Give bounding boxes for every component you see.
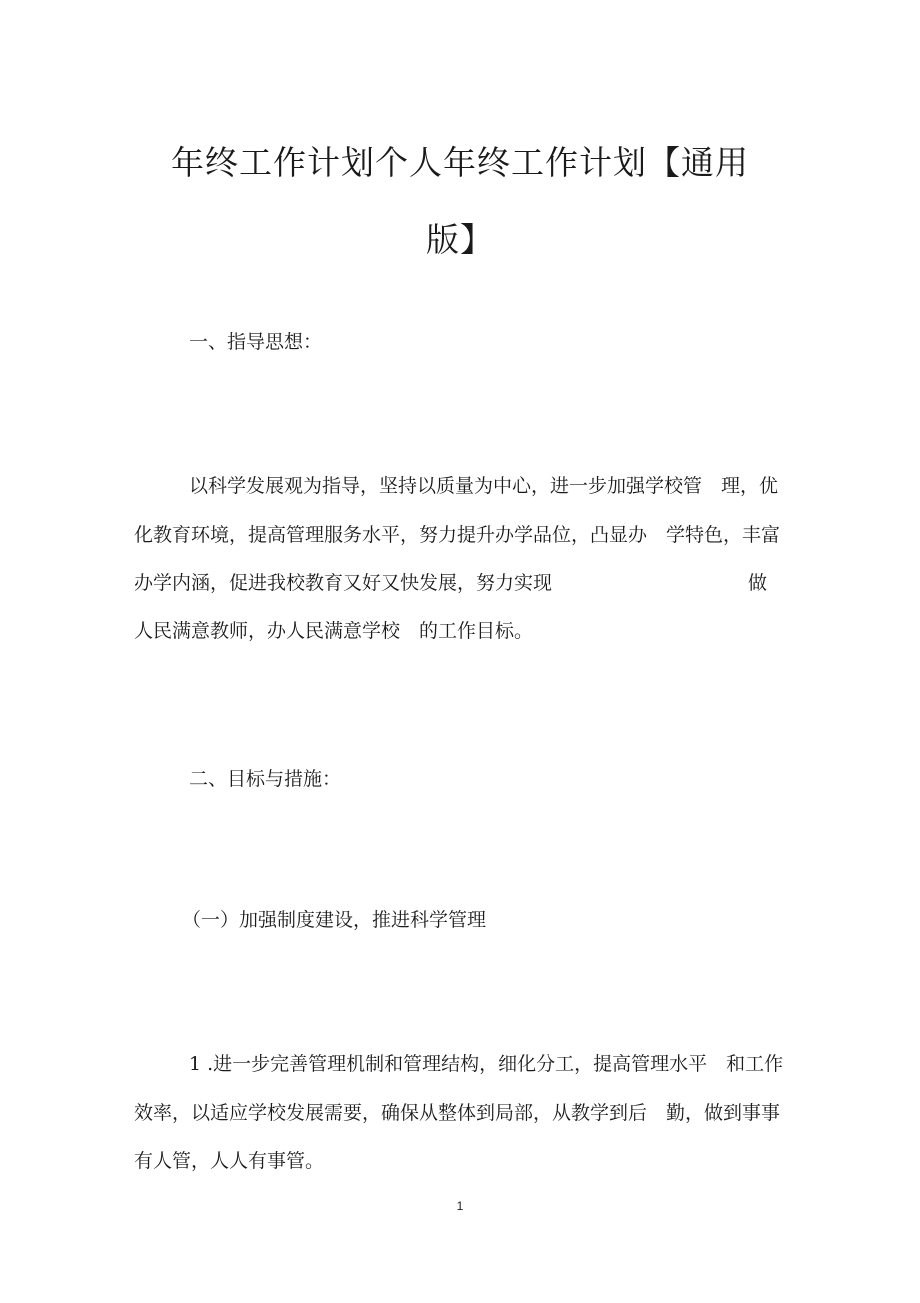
- document-title-line-1: 年终工作计划个人年终工作计划【通用: [171, 143, 749, 182]
- paragraph-line: 效率，以适应学校发展需要，确保从整体到局部，从教学到后 勤，做到事事: [134, 1102, 781, 1124]
- section-heading-guiding-ideology: 一、指导思想：: [189, 331, 323, 353]
- paragraph-line: 以科学发展观为指导，坚持以质量为中心，进一步加强学校管 理，优: [189, 475, 779, 497]
- paragraph-line-fragment: 做: [748, 572, 768, 594]
- document-title-line-2: 版】: [426, 220, 494, 259]
- paragraph-line: 1 .进一步完善管理机制和管理结构，细化分工，提高管理水平 和工作: [189, 1053, 784, 1075]
- paragraph-line: 有人管，人人有事管。: [134, 1150, 325, 1172]
- page-number: 1: [456, 1199, 464, 1213]
- subsection-heading-system-building: （一）加强制度建设，推进科学管理: [182, 909, 487, 931]
- paragraph-line: 人民满意教师，办人民满意学校 的工作目标。: [134, 620, 534, 642]
- section-heading-goals-measures: 二、目标与措施：: [189, 768, 342, 790]
- paragraph-line: 化教育环境，提高管理服务水平，努力提升办学品位，凸显办 学特色，丰富: [134, 524, 781, 546]
- paragraph-line: 办学内涵，促进我校教育又好又快发展，努力实现: [134, 572, 553, 594]
